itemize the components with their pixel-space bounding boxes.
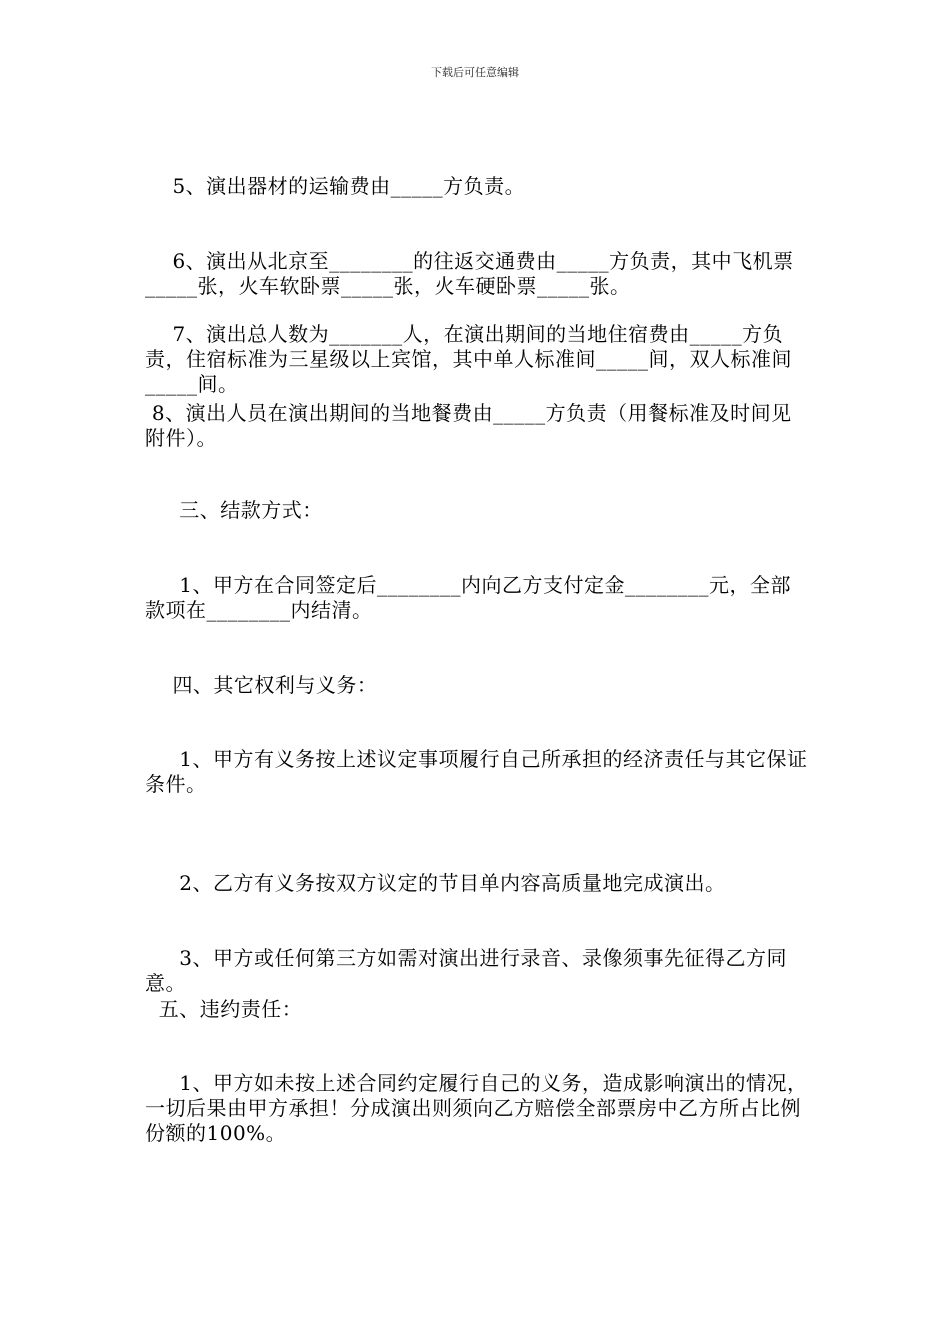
section-4-item-2: 2、乙方有义务按双方议定的节目单内容高质量地完成演出。 — [145, 871, 726, 895]
section-5-heading: 五、违约责任： — [145, 997, 303, 1021]
clause-6-travel-costs: 6、演出从北京至________的往返交通费由_____方负责，其中飞机票_____张，火车软卧票_____张，火车硬卧票_____张。 — [145, 249, 794, 298]
clause-5-equipment-transport: 5、演出器材的运输费由_____方负责。 — [145, 174, 526, 198]
section-4-item-1: 1、甲方有义务按上述议定事项履行自己所承担的经济责任与其它保证条件。 — [145, 747, 808, 796]
page-header: 下载后可任意编辑 — [431, 66, 519, 79]
section-3-item-1: 1、甲方在合同签定后________内向乙方支付定金________元，全部款项在________内结清。 — [145, 573, 792, 622]
clause-7-accommodation: 7、演出总人数为_______人，在演出期间的当地住宿费由_____方负责，住宿标准为三星级以上宾馆，其中单人标准间_____间，双人标准间_____间。 — [145, 322, 792, 396]
section-4-heading: 四、其它权利与义务： — [145, 673, 378, 697]
section-4-item-3: 3、甲方或任何第三方如需对演出进行录音、录像须事先征得乙方同意。 — [145, 946, 788, 995]
section-3-heading: 三、结款方式： — [145, 498, 323, 522]
clause-8-meals: 8、演出人员在演出期间的当地餐费由_____方负责（用餐标准及时间见附件）。 — [145, 401, 792, 450]
section-5-item-1: 1、甲方如未按上述合同约定履行自己的义务，造成影响演出的情况，一切后果由甲方承担！分成演出则须向乙方赔偿全部票房中乙方所占比例份额的100%。 — [145, 1071, 808, 1145]
